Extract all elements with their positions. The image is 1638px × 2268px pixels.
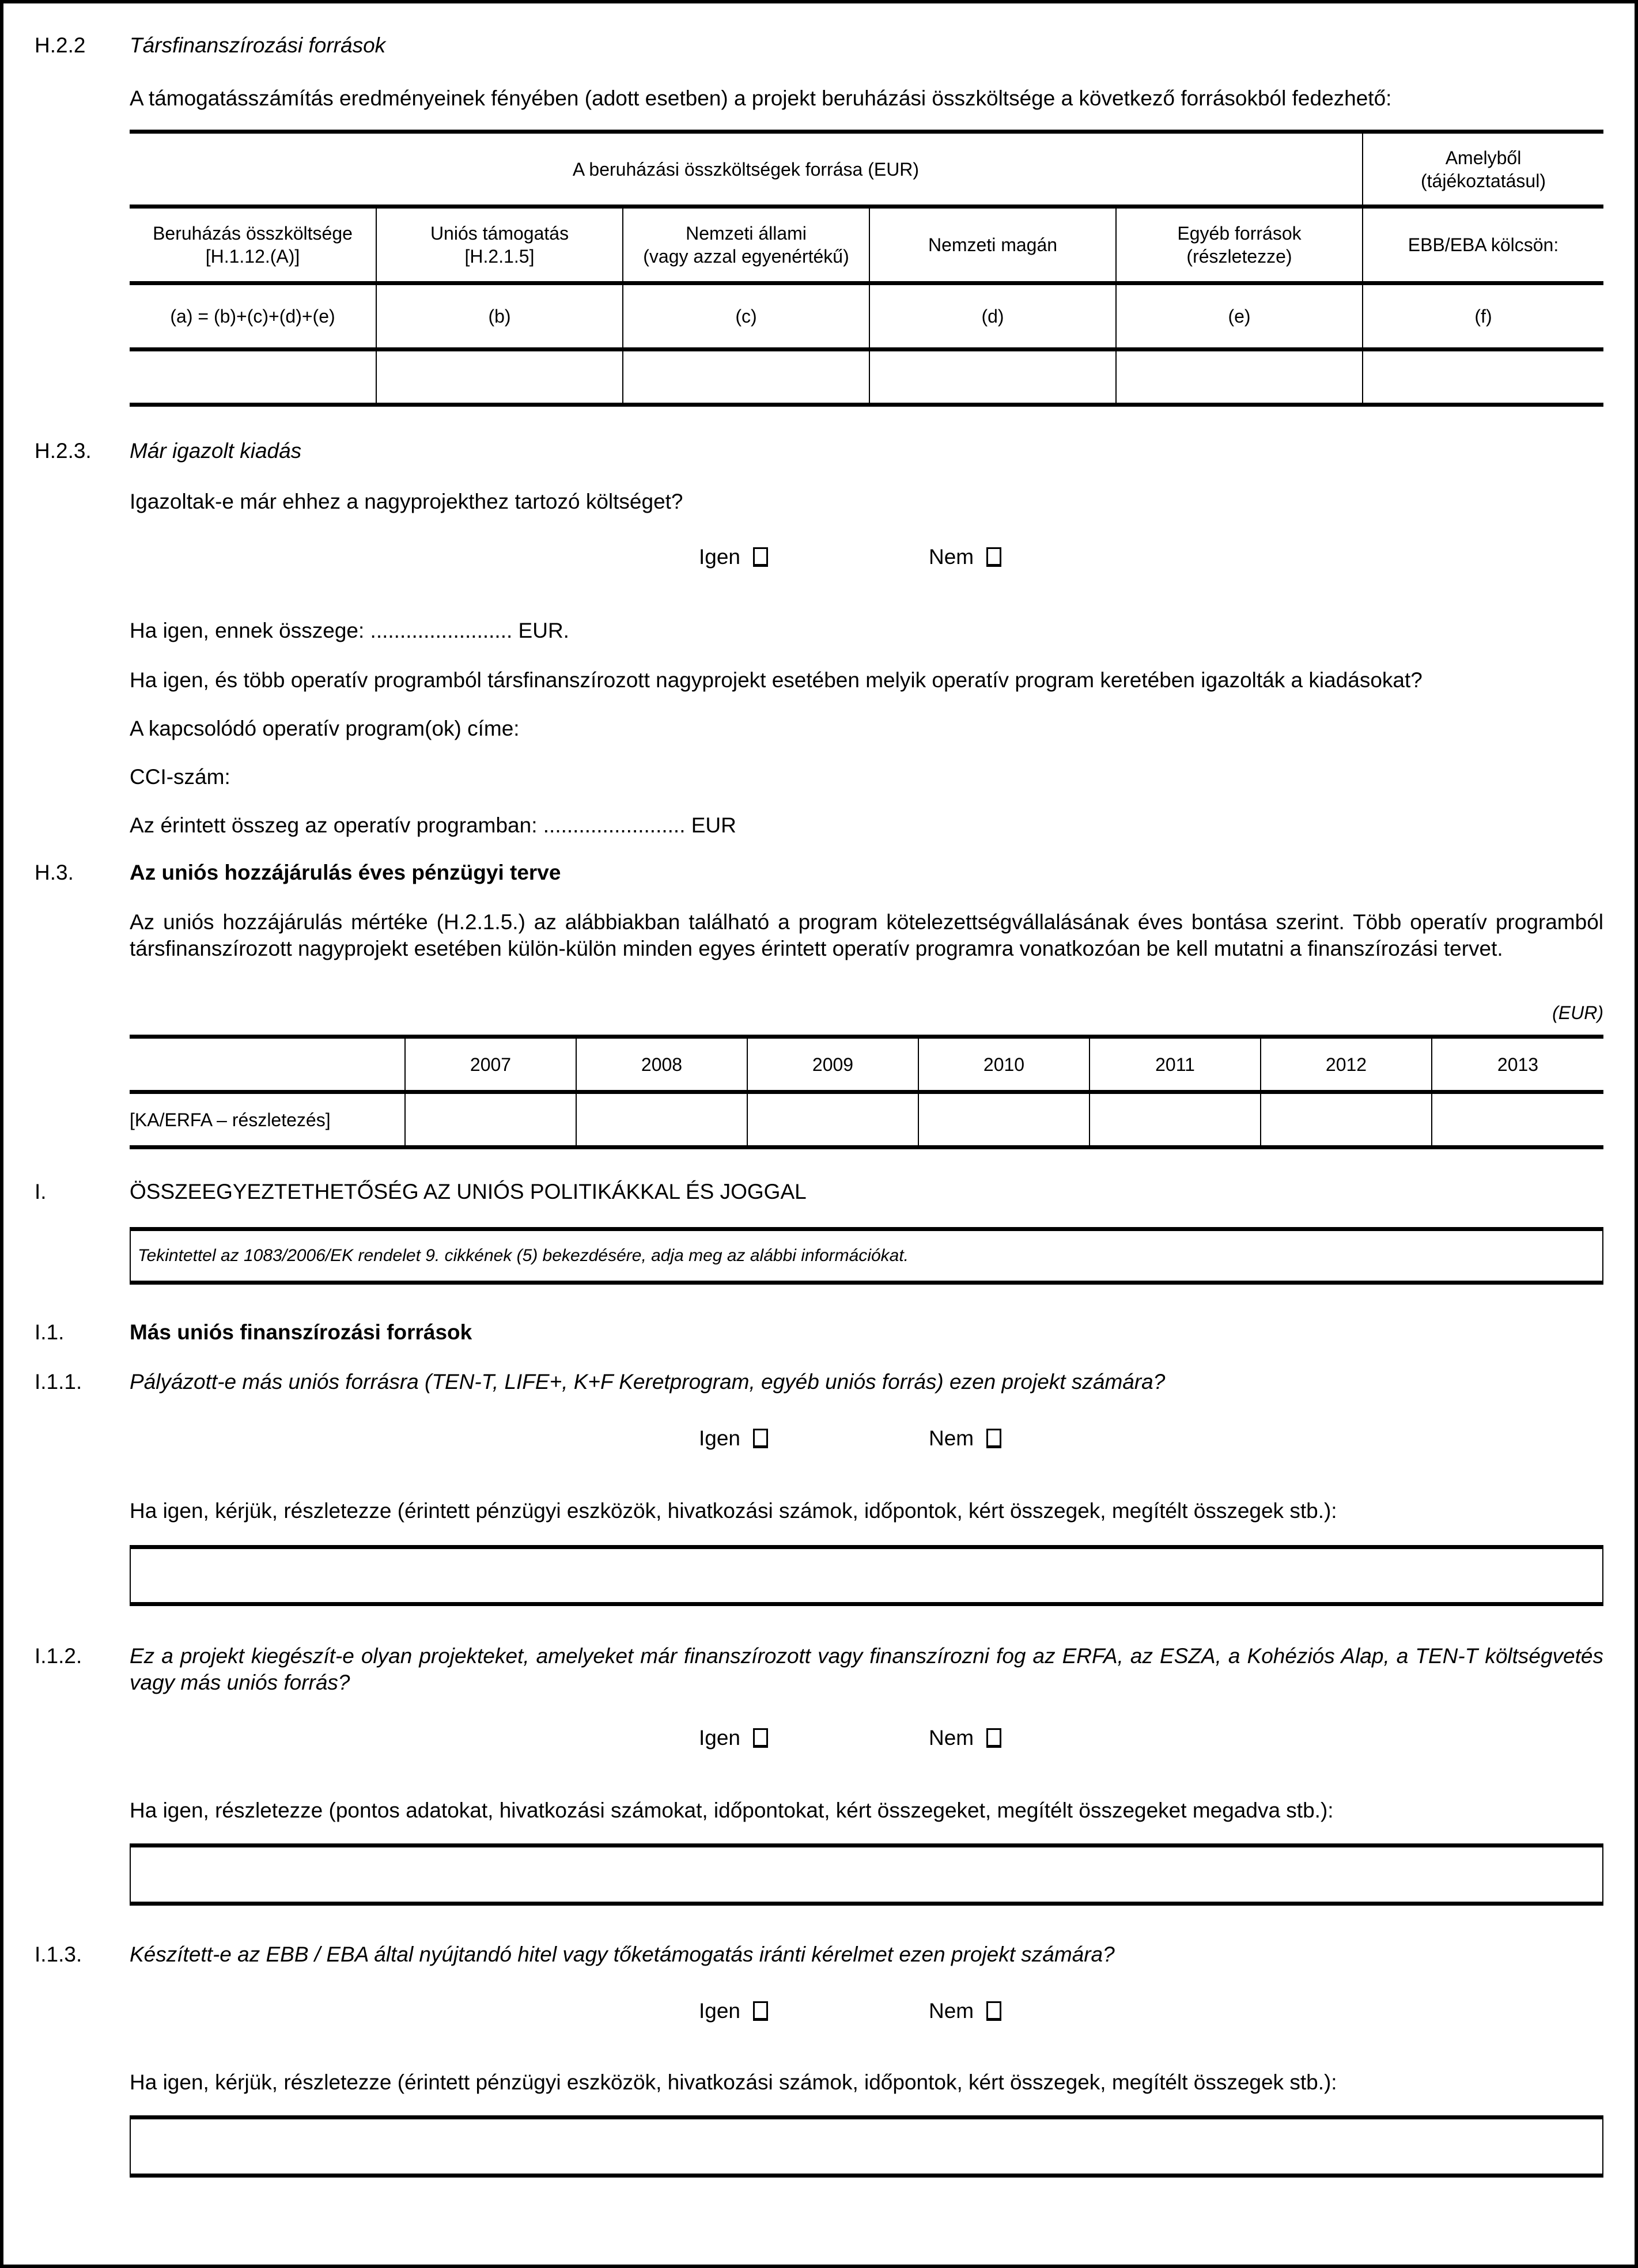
col-code: (b) [376,283,623,350]
section-title-h3: Az uniós hozzájárulás éves pénzügyi terve [130,861,561,884]
h23-cci-number: CCI-szám: [130,765,230,789]
no-label: Nem [929,1999,974,2023]
h23-yes-checkbox[interactable] [753,547,768,567]
annual-plan-table [130,1035,1603,1149]
value-cell-e[interactable] [1116,350,1363,405]
i13-yes-option [699,1998,768,2024]
year-header: 2008 [576,1037,747,1092]
h23-question: Igazoltak-e már ehhez a nagyprojekthez tartozó költséget? [130,490,683,513]
regulation-note-box [130,1227,1603,1285]
section-number-i11: I.1.1. [35,1370,82,1394]
year-header: 2013 [1432,1037,1603,1092]
i12-yes-option [699,1725,768,1751]
i11-yes-option [699,1425,768,1452]
section-number-i12: I.1.2. [35,1644,82,1668]
section-title-i1: Más uniós finanszírozási források [130,1320,472,1344]
i11-detail-field[interactable] [130,1545,1603,1606]
value-cell-b[interactable] [376,350,623,405]
h23-no-option [929,544,1001,570]
col-code: (f) [1363,283,1603,350]
yes-label: Igen [699,1426,741,1450]
i12-detail-field[interactable] [130,1843,1603,1906]
i11-question: Pályázott-e más uniós forrásra (TEN-T, LIFE+, K+F Keretprogram, egyéb uniós forrás) ezen projekt számára? [130,1370,1166,1394]
section-number-i1: I.1. [35,1320,65,1344]
year-header: 2010 [918,1037,1090,1092]
col-header-other-sources: Egyéb források (részletezze) [1116,207,1363,283]
year-header: 2009 [747,1037,918,1092]
col-header-total: Beruházás összköltsége [H.1.12.(A)] [130,207,376,283]
i12-yes-checkbox[interactable] [753,1728,768,1748]
value-cell-f[interactable] [1363,350,1603,405]
col-header-national-private: Nemzeti magán [869,207,1116,283]
value-cell-a[interactable] [130,350,376,405]
yes-label: Igen [699,1726,741,1750]
col-code: (c) [623,283,869,350]
section-title-i: ÖSSZEEGYEZTETHETŐSÉG AZ UNIÓS POLITIKÁKKAL ÉS JOGGAL [130,1180,807,1203]
h3-text: Az uniós hozzájárulás mértéke (H.2.1.5.) az alábbiakban található a program kötelezettségvállalásának éves bontása szerint. Több operatív programból társfinanszírozott nagyprojekt esetében külön-külön minden egyes érintett operatív programra vonatkozóan be kell mutatni a finanszírozási tervet. [130,910,1603,960]
regulation-note: Tekintettel az 1083/2006/EK rendelet 9. cikkének (5) bekezdésére, adja meg az alábbi információkat. [138,1246,909,1265]
h23-amount-line: Ha igen, ennek összege: ........................ EUR. [130,619,569,642]
year-value-cell[interactable] [747,1092,918,1148]
yes-label: Igen [699,545,741,569]
value-cell-d[interactable] [869,350,1116,405]
h22-intro: A támogatásszámítás eredményeinek fényében (adott esetben) a projekt beruházási összköltsége a következő forrásokból fedezhető: [130,86,1392,110]
year-value-cell[interactable] [1090,1092,1261,1148]
section-title-h22: Társfinanszírozási források [130,33,386,57]
year-value-cell[interactable] [405,1092,576,1148]
h3-unit: (EUR) [1552,1002,1603,1023]
h23-affected-amount: Az érintett összeg az operatív programban: ........................ EUR [130,813,736,837]
i12-no-checkbox[interactable] [986,1728,1001,1748]
i11-no-checkbox[interactable] [986,1429,1001,1448]
yes-label: Igen [699,1999,741,2023]
side-header: Amelyből (tájékoztatásul) [1363,132,1603,207]
section-number-h22: H.2.2 [35,33,86,57]
i12-question: Ez a projekt kiegészít-e olyan projekteket, amelyeket már finanszírozott vagy finanszírozni fog az ERFA, az ESZA, a Kohéziós Alap, a TEN-T költségvetés vagy más uniós forrás? [130,1644,1603,1694]
i12-detail-prompt: Ha igen, részletezze (pontos adatokat, hivatkozási számokat, időpontokat, kért összegeket, megítélt összegeket megadva stb.): [130,1799,1334,1822]
corner-cell [130,1037,405,1092]
h23-yes-option [699,544,768,570]
year-header: 2007 [405,1037,576,1092]
section-number-i13: I.1.3. [35,1943,82,1966]
col-code: (a) = (b)+(c)+(d)+(e) [130,283,376,350]
i11-yes-checkbox[interactable] [753,1429,768,1448]
i12-no-option [929,1725,1001,1751]
i13-detail-field[interactable] [130,2115,1603,2178]
value-cell-c[interactable] [623,350,869,405]
cofinancing-table [130,130,1603,407]
i13-no-checkbox[interactable] [986,2001,1001,2021]
col-code: (e) [1116,283,1363,350]
h23-program-title: A kapcsolódó operatív program(ok) címe: [130,717,520,740]
year-value-cell[interactable] [1261,1092,1432,1148]
no-label: Nem [929,1726,974,1750]
i11-no-option [929,1425,1001,1452]
h23-no-checkbox[interactable] [986,547,1001,567]
section-number-h23: H.2.3. [35,439,92,463]
section-title-h23: Már igazolt kiadás [130,439,302,463]
section-number-i: I. [35,1180,47,1203]
col-header-national-public: Nemzeti állami (vagy azzal egyenértékű) [623,207,869,283]
i11-detail-prompt: Ha igen, kérjük, részletezze (érintett pénzügyi eszközök, hivatkozási számok, időpontok, kért összegek, megítélt összegek stb.): [130,1499,1337,1523]
group-header: A beruházási összköltségek forrása (EUR) [130,132,1363,207]
no-label: Nem [929,1426,974,1450]
i13-yes-checkbox[interactable] [753,2001,768,2021]
i13-question: Készített-e az EBB / EBA által nyújtandó hitel vagy tőketámogatás iránti kérelmet ezen projekt számára? [130,1943,1115,1966]
no-label: Nem [929,545,974,569]
year-value-cell[interactable] [1432,1092,1603,1148]
year-value-cell[interactable] [576,1092,747,1148]
col-header-eu-support: Uniós támogatás [H.2.1.5] [376,207,623,283]
year-header: 2011 [1090,1037,1261,1092]
year-value-cell[interactable] [918,1092,1090,1148]
row-label: [KA/ERFA – részletezés] [130,1092,405,1148]
h23-which-program: Ha igen, és több operatív programból társfinanszírozott nagyprojekt esetében melyik operatív program keretében igazolták a kiadásokat? [130,668,1423,692]
i13-detail-prompt: Ha igen, kérjük, részletezze (érintett pénzügyi eszközök, hivatkozási számok, időpontok, kért összegek, megítélt összegek stb.): [130,2070,1337,2094]
col-code: (d) [869,283,1116,350]
col-header-eib-loan: EBB/EBA kölcsön: [1363,207,1603,283]
section-number-h3: H.3. [35,861,74,884]
i13-no-option [929,1998,1001,2024]
year-header: 2012 [1261,1037,1432,1092]
